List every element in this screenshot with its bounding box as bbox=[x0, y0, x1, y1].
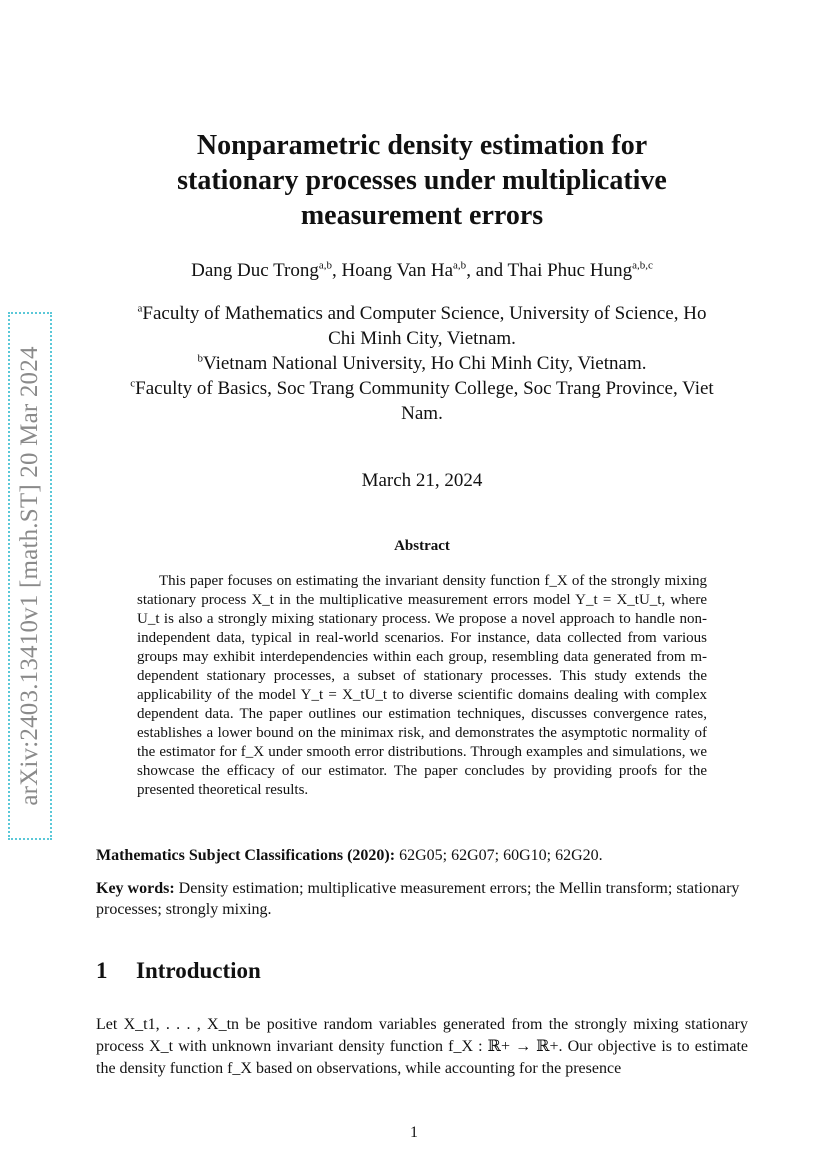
affiliation-c-line-1: Faculty of Basics, Soc Trang Community College, Soc Trang Province, Viet bbox=[135, 378, 714, 399]
abstract-body: This paper focuses on estimating the invariant density function f_X of the strongly mixing stationary process X_t in the multiplicative measurement errors model Y_t = X_tU_t, where U_t is also a strongly mixing stationary process. We propose a novel approach to handle non-independent data, typical in real-world scenarios. For instance, data collected from various groups may exhibit interdependencies within each group, resembling data generated from m-dependent stationary processes, a subset of stationary processes. This study extends the applicability of the model Y_t = X_tU_t to diverse scientific domains dealing with complex dependent data. The paper outlines our estimation techniques, discusses convergence rates, establishes a lower bound on the minimax risk, and demonstrates the asymptotic normality of the estimator for f_X under smooth error distributions. Through examples and simulations, we showcase the efficacy of our estimator. The paper concludes by providing proofs for the presented theoretical results. bbox=[137, 573, 707, 798]
title-line-2: stationary processes under multiplicative bbox=[177, 165, 667, 196]
key-words-label: Key words: bbox=[96, 880, 175, 897]
key-words bbox=[96, 878, 748, 920]
msc-label: Mathematics Subject Classifications (2020): bbox=[96, 847, 396, 864]
affiliation-a-line-1: Faculty of Mathematics and Computer Science, University of Science, Ho bbox=[142, 303, 707, 324]
affiliation-b-line-1: Vietnam National University, Ho Chi Minh City, Vietnam. bbox=[203, 353, 647, 374]
abstract-heading: Abstract bbox=[394, 538, 450, 554]
affiliation-b-marker: b bbox=[197, 352, 204, 365]
section-title: Introduction bbox=[136, 958, 261, 983]
section-number: 1 bbox=[96, 958, 108, 983]
author-1: Dang Duc Trong bbox=[191, 260, 319, 281]
affiliation-c-line-2: Nam. bbox=[401, 403, 443, 424]
affiliation-a-marker: a bbox=[137, 302, 143, 315]
page-number: 1 bbox=[410, 1124, 418, 1141]
author-separator: , and bbox=[466, 260, 508, 281]
affiliation-c-marker: c bbox=[130, 377, 136, 390]
title-line-3: measurement errors bbox=[300, 200, 544, 231]
key-words-value: Density estimation; multiplicative measurement errors; the Mellin transform; stationary processes; strongly mixing. bbox=[96, 880, 740, 918]
section-heading bbox=[96, 958, 261, 984]
affiliation-c bbox=[96, 376, 748, 426]
affiliation-b bbox=[96, 351, 748, 376]
arxiv-side-stamp bbox=[8, 312, 52, 840]
msc-value: 62G05; 62G07; 60G10; 62G20. bbox=[395, 847, 603, 864]
paper-title bbox=[96, 128, 748, 233]
title-line-1: Nonparametric density estimation for bbox=[196, 130, 648, 161]
paper-date: March 21, 2024 bbox=[361, 470, 483, 491]
author-1-affil: a,b bbox=[318, 259, 333, 272]
author-list bbox=[96, 260, 748, 282]
author-3: Thai Phuc Hung bbox=[507, 260, 633, 281]
author-3-affil: a,b,c bbox=[632, 259, 653, 272]
author-2-affil: a,b bbox=[453, 259, 467, 272]
author-2: Hoang Van Ha bbox=[341, 260, 454, 281]
author-separator: , bbox=[332, 260, 342, 281]
introduction-paragraph: Let X_t1, . . . , X_tn be positive random variables generated from the strongly mixing stationary process X_t with unknown invariant density function f_X : ℝ+ → ℝ+. Our objective is to estimate the density function f_X based on observations, while accounting for the presence bbox=[96, 1016, 748, 1077]
msc-classifications bbox=[96, 847, 748, 865]
affiliation-a bbox=[96, 301, 748, 351]
arxiv-identifier: arXiv:2403.13410v1 [math.ST] 20 Mar 2024 bbox=[16, 346, 43, 806]
affiliation-a-line-2: Chi Minh City, Vietnam. bbox=[328, 328, 516, 349]
